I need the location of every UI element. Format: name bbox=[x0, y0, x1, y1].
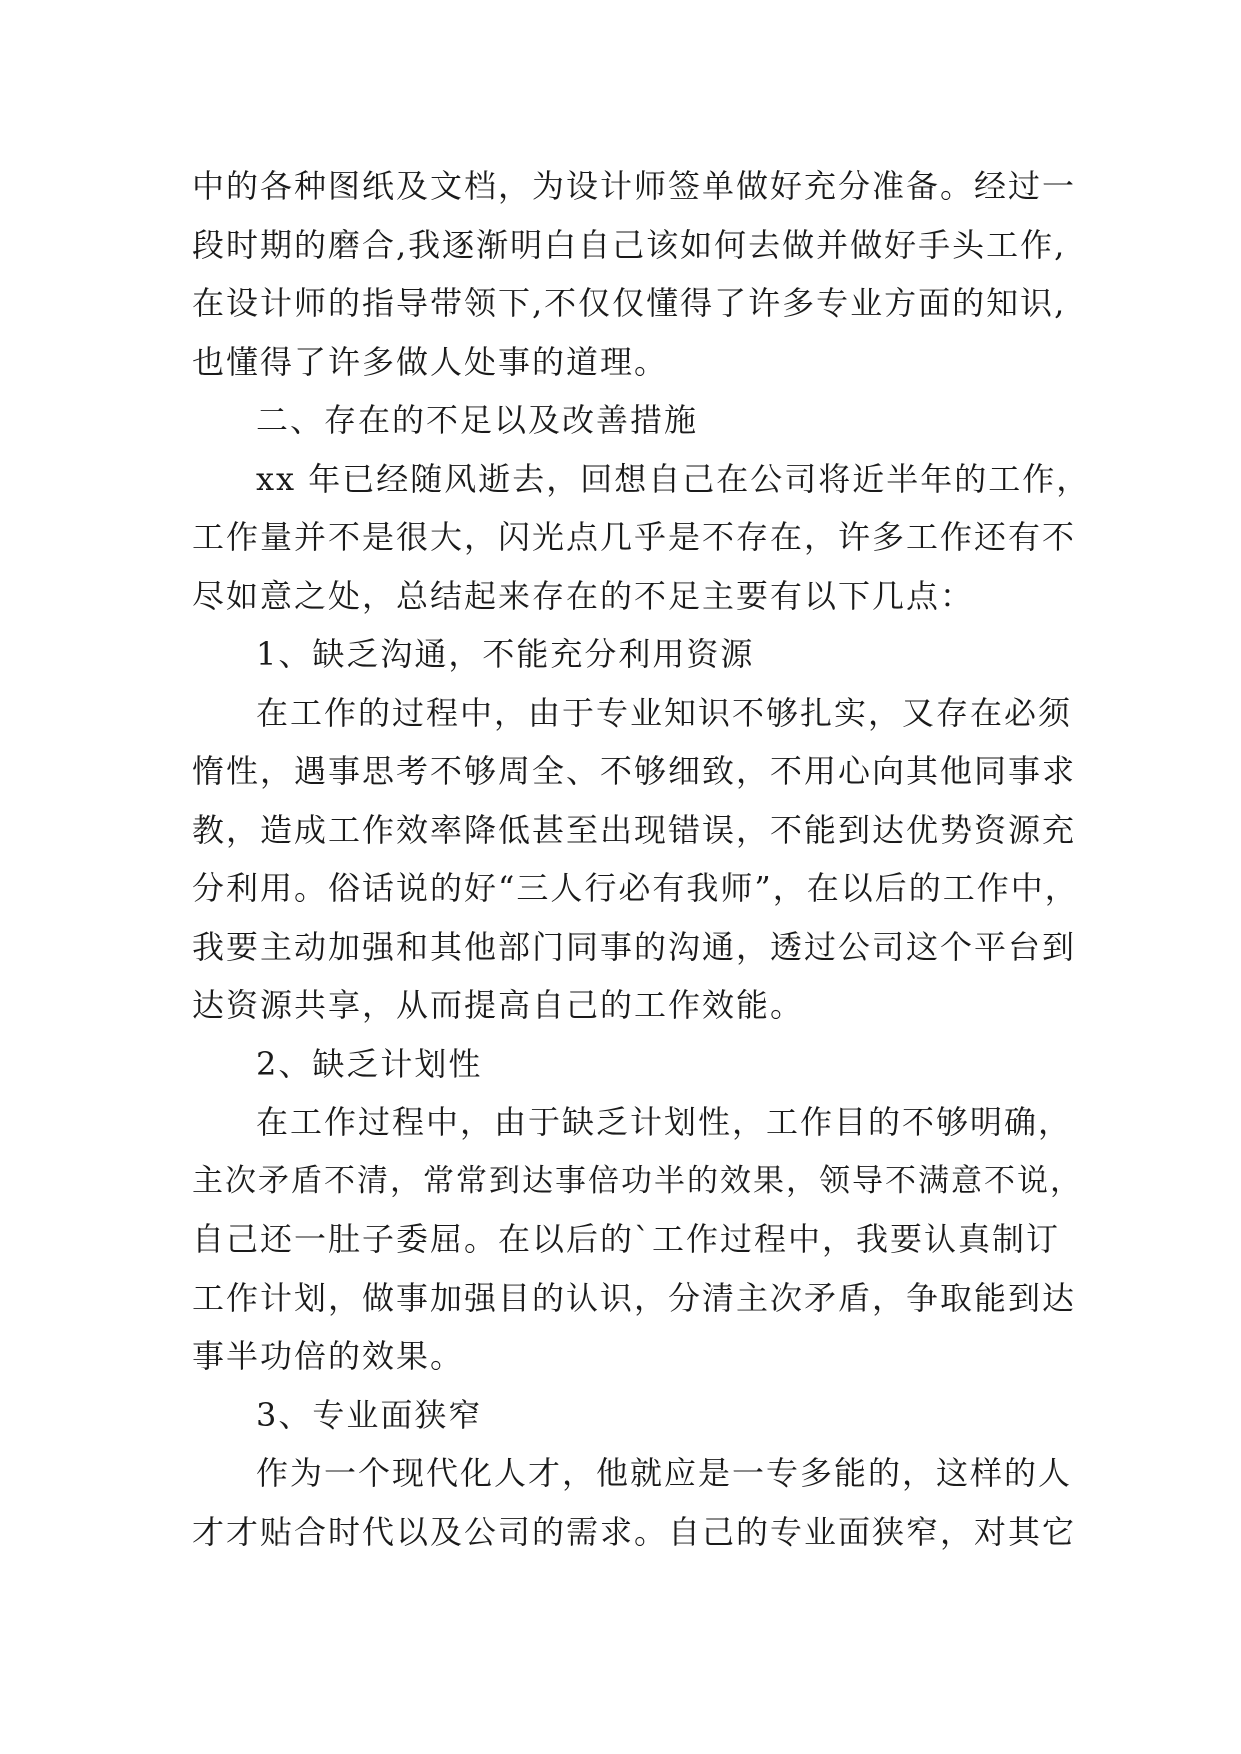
paragraph-first-line: xx 年已经随风逝去，回想自己在公司将近半年的工作， bbox=[256, 459, 1091, 498]
document-body bbox=[192, 157, 1092, 1561]
paragraph-line: 中的各种图纸及文档，为设计师签单做好充分准备。经过一 bbox=[192, 167, 1077, 205]
paragraph-line: 惰性，遇事思考不够周全、不够细致，不用心向其他同事求 bbox=[192, 752, 1077, 790]
paragraph-first-line: 3、专业面狭窄 bbox=[256, 1395, 483, 1434]
paragraph-line: 事半功倍的效果。 bbox=[192, 1337, 465, 1375]
paragraph-line: 主次矛盾不清，常常到达事倍功半的效果，领导不满意不说， bbox=[192, 1162, 1083, 1199]
paragraph-line: 也懂得了许多做人处事的道理。 bbox=[192, 342, 669, 381]
paragraph-line: 自己还一肚子委屈。在以后的`工作过程中，我要认真制订 bbox=[192, 1220, 1061, 1258]
paragraph-first-line: 1、缺乏沟通，不能充分利用资源 bbox=[256, 635, 755, 673]
paragraph-line: 工作量并不是很大，闪光点几乎是不存在，许多工作还有不 bbox=[192, 518, 1077, 556]
paragraph-first-line: 作为一个现代化人才，他就应是一专多能的，这样的人 bbox=[256, 1454, 1073, 1492]
paragraph-line: 才才贴合时代以及公司的需求。自己的专业面狭窄，对其它 bbox=[192, 1512, 1077, 1551]
paragraph-line: 尽如意之处，总结起来存在的不足主要有以下几点： bbox=[192, 576, 975, 615]
paragraph-first-line: 二、存在的不足以及改善措施 bbox=[256, 401, 699, 439]
paragraph-line: 工作计划，做事加强目的认识，分清主次矛盾，争取能到达 bbox=[192, 1278, 1077, 1317]
paragraph-first-line: 在工作的过程中，由于专业知识不够扎实，又存在必须 bbox=[256, 693, 1073, 732]
paragraph-line: 在设计师的指导带领下,不仅仅懂得了许多专业方面的知识, bbox=[192, 284, 1067, 322]
paragraph-line: 段时期的磨合,我逐渐明白自己该如何去做并做好手头工作, bbox=[192, 225, 1067, 264]
paragraph-line: 教，造成工作效率降低甚至出现错误，不能到达优势资源充 bbox=[192, 810, 1077, 849]
paragraph-line: 分利用。俗话说的好“三人行必有我师”，在以后的工作中， bbox=[192, 869, 1079, 907]
paragraph-line: 达资源共享，从而提高自己的工作效能。 bbox=[192, 986, 805, 1024]
paragraph-first-line: 2、缺乏计划性 bbox=[256, 1044, 483, 1083]
paragraph-first-line: 在工作过程中，由于缺乏计划性，工作目的不够明确， bbox=[256, 1103, 1073, 1141]
paragraph-line: 我要主动加强和其他部门同事的沟通，透过公司这个平台到 bbox=[192, 927, 1077, 966]
